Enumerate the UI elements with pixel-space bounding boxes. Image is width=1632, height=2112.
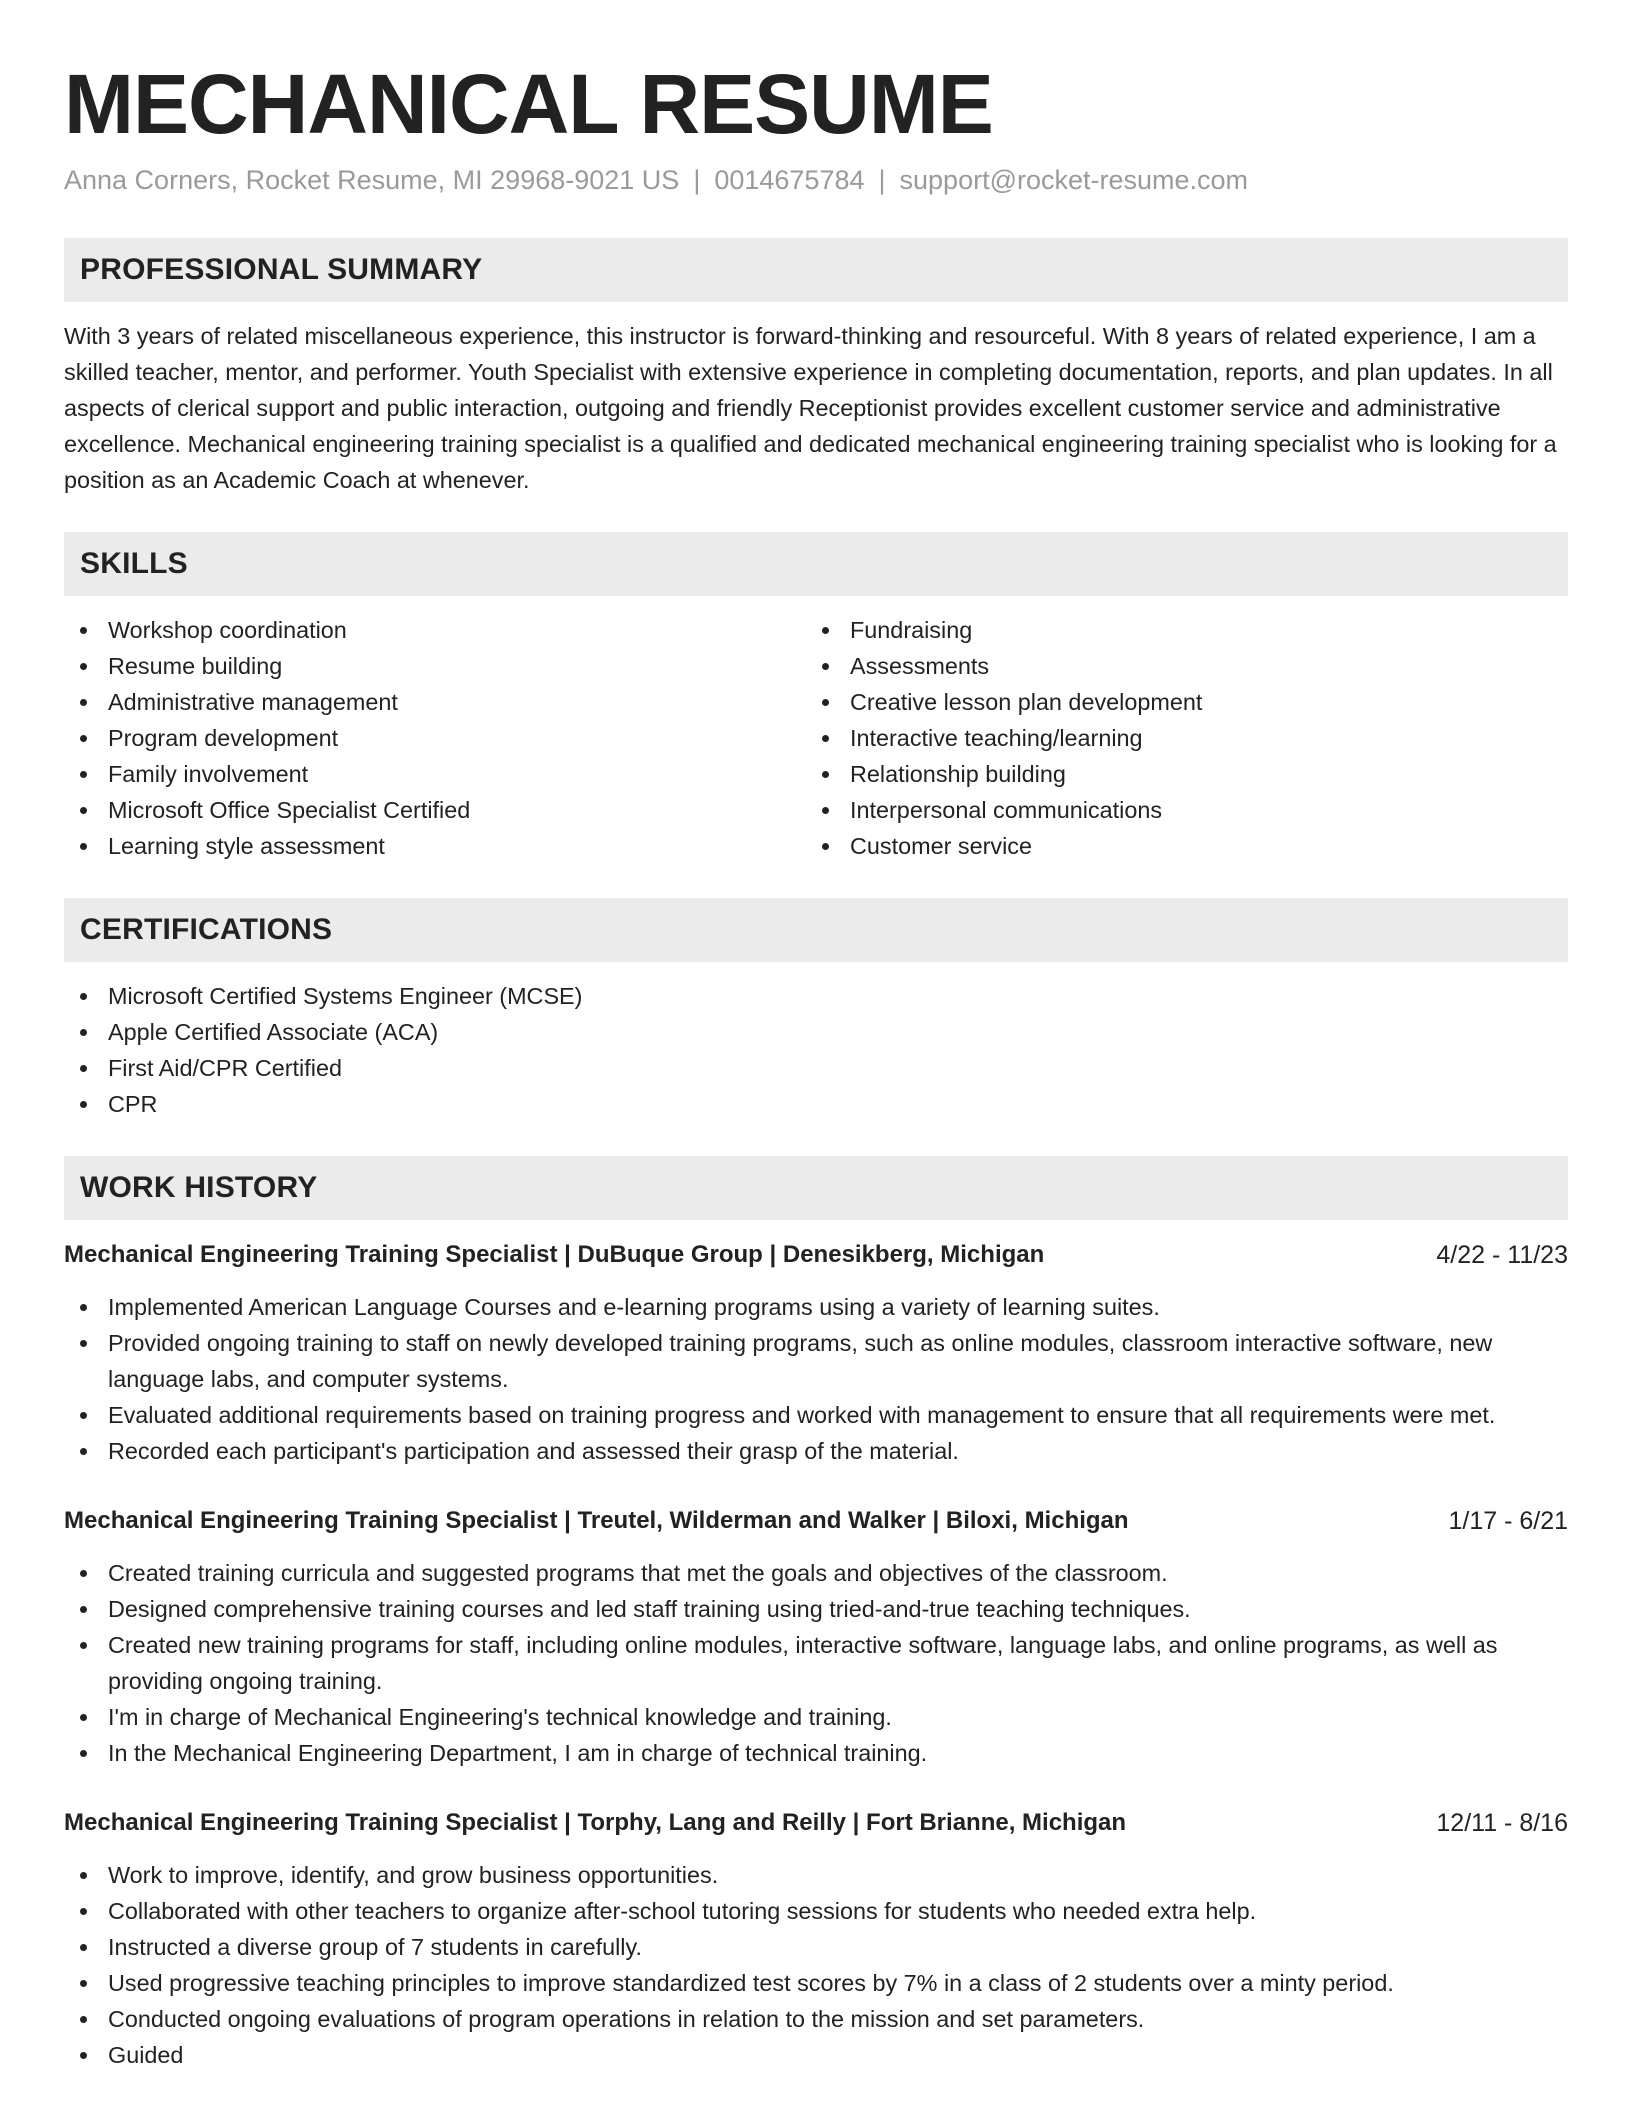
list-item: CPR: [64, 1086, 1568, 1122]
list-item: Created training curricula and suggested programs that met the goals and objectives of the classroom.: [64, 1555, 1568, 1591]
list-item: Provided ongoing training to staff on newly developed training programs, such as online modules, classroom interactive software, new language labs, and computer systems.: [64, 1325, 1568, 1397]
certifications-list: [64, 978, 1568, 1122]
section-header-skills: SKILLS: [64, 532, 1568, 596]
job-bullets: [64, 1555, 1568, 1771]
list-item: Conducted ongoing evaluations of program operations in relation to the mission and set parameters.: [64, 2001, 1568, 2037]
job-header: [64, 1503, 1568, 1539]
list-item: Microsoft Certified Systems Engineer (MCSE): [64, 978, 1568, 1014]
list-item: Work to improve, identify, and grow business opportunities.: [64, 1857, 1568, 1893]
list-item: Implemented American Language Courses and e-learning programs using a variety of learning suites.: [64, 1289, 1568, 1325]
list-item: Program development: [64, 720, 806, 756]
list-item: Creative lesson plan development: [806, 684, 1548, 720]
list-item: Workshop coordination: [64, 612, 806, 648]
contact-separator: |: [693, 165, 701, 195]
list-item: Collaborated with other teachers to organize after-school tutoring sessions for students who needed extra help.: [64, 1893, 1568, 1929]
resume-title: MECHANICAL RESUME: [64, 57, 993, 151]
list-item: Relationship building: [806, 756, 1548, 792]
skills-section: [64, 532, 1568, 864]
job-bullets: [64, 1857, 1568, 2073]
job-dates: 12/11 - 8/16: [1436, 1809, 1568, 1837]
contact-separator: |: [878, 165, 886, 195]
job-title: Mechanical Engineering Training Specialist | DuBuque Group | Denesikberg, Michigan: [64, 1241, 1045, 1268]
list-item: Fundraising: [806, 612, 1548, 648]
job-dates: 1/17 - 6/21: [1448, 1507, 1568, 1535]
job-header: [64, 1805, 1568, 1841]
job-title: Mechanical Engineering Training Specialist | Treutel, Wilderman and Walker | Biloxi, Michigan: [64, 1507, 1129, 1534]
list-item: Instructed a diverse group of 7 students in carefully.: [64, 1929, 1568, 1965]
list-item: Microsoft Office Specialist Certified: [64, 792, 806, 828]
section-header-summary: PROFESSIONAL SUMMARY: [64, 238, 1568, 302]
list-item: Created new training programs for staff, including online modules, interactive software, language labs, and online programs, as well as providing ongoing training.: [64, 1627, 1568, 1699]
skills-list-right: [806, 612, 1548, 864]
resume-page: [64, 48, 1568, 2073]
list-item: Designed comprehensive training courses and led staff training using tried-and-true teaching techniques.: [64, 1591, 1568, 1627]
list-item: Guided: [64, 2037, 1568, 2073]
list-item: Used progressive teaching principles to improve standardized test scores by 7% in a class of 2 students over a minty period.: [64, 1965, 1568, 2001]
job-header: [64, 1237, 1568, 1273]
list-item: First Aid/CPR Certified: [64, 1050, 1568, 1086]
skills-list-left: [64, 612, 806, 864]
skills-grid: [64, 612, 1568, 864]
list-item: Recorded each participant's participation and assessed their grasp of the material.: [64, 1433, 1568, 1469]
list-item: Resume building: [64, 648, 806, 684]
contact-address: Anna Corners, Rocket Resume, MI 29968-9021 US: [64, 165, 680, 195]
contact-email[interactable]: support@rocket-resume.com: [899, 165, 1249, 195]
section-header-certifications: CERTIFICATIONS: [64, 898, 1568, 962]
job-dates: 4/22 - 11/23: [1436, 1241, 1568, 1269]
list-item: Apple Certified Associate (ACA): [64, 1014, 1568, 1050]
list-item: Learning style assessment: [64, 828, 806, 864]
list-item: In the Mechanical Engineering Department, I am in charge of technical training.: [64, 1735, 1568, 1771]
list-item: I'm in charge of Mechanical Engineering's technical knowledge and training.: [64, 1699, 1568, 1735]
work-history-section: [64, 1156, 1568, 2073]
section-header-work-history: WORK HISTORY: [64, 1156, 1568, 1220]
list-item: Administrative management: [64, 684, 806, 720]
job-entry: [64, 1503, 1568, 1771]
job-entry: [64, 1805, 1568, 2073]
job-bullets: [64, 1289, 1568, 1469]
list-item: Interpersonal communications: [806, 792, 1548, 828]
list-item: Customer service: [806, 828, 1548, 864]
certifications-section: [64, 898, 1568, 1122]
job-title: Mechanical Engineering Training Specialist | Torphy, Lang and Reilly | Fort Brianne, Michigan: [64, 1809, 1127, 1836]
job-entry: [64, 1237, 1568, 1469]
list-item: Assessments: [806, 648, 1548, 684]
contact-phone: 0014675784: [714, 165, 865, 195]
list-item: Family involvement: [64, 756, 806, 792]
list-item: Interactive teaching/learning: [806, 720, 1548, 756]
list-item: Evaluated additional requirements based on training progress and worked with management to ensure that all requirements were met.: [64, 1397, 1568, 1433]
contact-line: [64, 162, 1568, 198]
summary-section: [64, 238, 1568, 498]
summary-text: With 3 years of related miscellaneous experience, this instructor is forward-thinking and resourceful. With 8 years of related experience, I am a skilled teacher, mentor, and performer. Youth Specialist with extensive experience in completing documentation, reports, and plan updates. In all aspects of clerical support and public interaction, outgoing and friendly Receptionist provides excellent customer service and administrative excellence. Mechanical engineering training specialist is a qualified and dedicated mechanical engineering training specialist who is looking for a position as an Academic Coach at whenever.: [64, 323, 1557, 493]
